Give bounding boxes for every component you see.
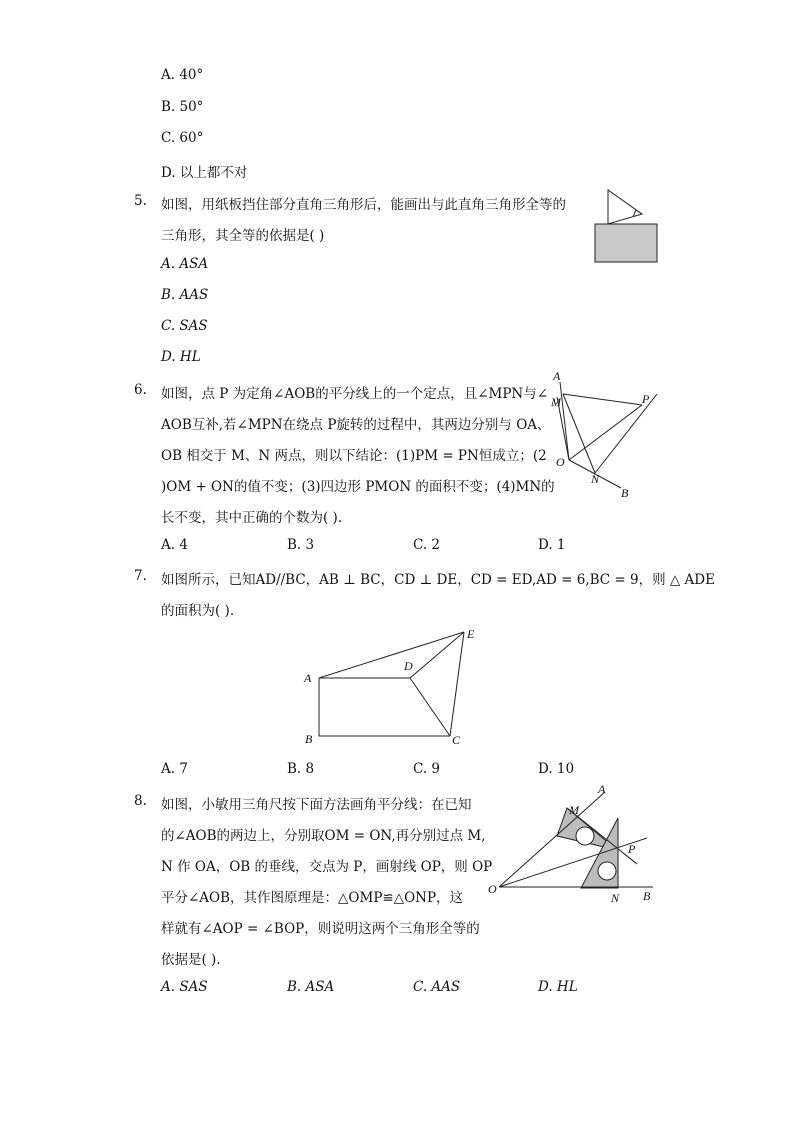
q8-number: 8. bbox=[134, 793, 147, 809]
q6-line2: AOB互补,若∠MPN在绕点 P旋转的过程中，其两边分别与 OA、 bbox=[161, 417, 551, 433]
q6-label-p: P bbox=[642, 392, 650, 406]
q7-line2: 的面积为( ). bbox=[161, 603, 235, 619]
q5-figure bbox=[590, 188, 670, 268]
q8-line3: N 作 OA，OB 的垂线，交点为 P，画射线 OP，则 OP bbox=[161, 859, 493, 875]
q6-label-m: M bbox=[551, 395, 561, 409]
q7-line1: 如图所示，已知AD//BC，AB ⊥ BC，CD ⊥ DE，CD = ED,AD = 6,BC = 9，则 △ ADE bbox=[161, 572, 715, 588]
q8-ray-op bbox=[499, 838, 647, 887]
q6-label-a: A bbox=[553, 369, 561, 383]
q8-line5: 样就有∠AOP = ∠BOP，则说明这两个三角形全等的 bbox=[161, 921, 480, 937]
q6-line4: )OM + ON的值不变；(3)四边形 PMON 的面积不变；(4)MN的 bbox=[161, 479, 555, 495]
q7-label-e: E bbox=[467, 627, 475, 641]
q6-option-b: B. 3 bbox=[287, 537, 315, 553]
q8-option-c: C. AAS bbox=[413, 979, 461, 995]
q4-option-a: A. 40° bbox=[161, 67, 204, 83]
q4-option-b: B. 50° bbox=[161, 99, 204, 115]
q4-option-c: C. 60° bbox=[161, 130, 204, 146]
q8-figure bbox=[485, 782, 665, 912]
q6-label-n: N bbox=[591, 472, 600, 486]
q6-label-b: B bbox=[621, 486, 629, 500]
q5-number: 5. bbox=[134, 193, 147, 209]
q8-line2: 的∠AOB的两边上，分别取OM = ON,再分别过点 M, bbox=[161, 828, 486, 844]
q7-option-d: D. 10 bbox=[538, 761, 575, 777]
q8-label-b: B bbox=[643, 889, 651, 903]
q6-mn bbox=[563, 394, 595, 473]
q7-label-b: B bbox=[305, 732, 313, 746]
q7-label-a: A bbox=[304, 671, 312, 685]
q5-triangle bbox=[608, 190, 642, 224]
q7-option-a: A. 7 bbox=[161, 761, 188, 777]
q8-option-a: A. SAS bbox=[161, 979, 208, 995]
q4-option-d: D. 以上都不对 bbox=[161, 165, 248, 181]
q8-line6: 依据是( ). bbox=[161, 952, 221, 968]
q6-option-a: A. 4 bbox=[161, 537, 188, 553]
q8-label-o: O bbox=[488, 882, 497, 896]
q5-stem-line1: 如图，用纸板挡住部分直角三角形后，能画出与此直角三角形全等的 bbox=[161, 197, 566, 213]
q6-figure bbox=[545, 370, 665, 500]
q5-option-c: C. SAS bbox=[161, 318, 208, 334]
q8-label-p: P bbox=[628, 842, 636, 856]
q7-ec bbox=[450, 632, 464, 736]
q7-label-c: C bbox=[452, 733, 461, 747]
q6-pm bbox=[563, 394, 642, 405]
q7-option-b: B. 8 bbox=[287, 761, 315, 777]
q8-label-m: M bbox=[569, 803, 579, 817]
q8-line1: 如图，小敏用三角尺按下面方法画角平分线：在已知 bbox=[161, 797, 472, 813]
q8-option-b: B. ASA bbox=[287, 979, 335, 995]
q6-line5: 长不变，其中正确的个数为( ). bbox=[161, 510, 343, 526]
q7-number: 7. bbox=[134, 568, 147, 584]
q7-label-d: D bbox=[404, 659, 413, 673]
q7-option-c: C. 9 bbox=[413, 761, 441, 777]
q8-set-square-upper-hole bbox=[576, 827, 594, 845]
q5-cardboard bbox=[595, 224, 657, 262]
q7-figure bbox=[300, 624, 500, 754]
q6-option-c: C. 2 bbox=[413, 537, 441, 553]
q6-option-d: D. 1 bbox=[538, 537, 566, 553]
q8-label-a: A bbox=[598, 782, 606, 796]
q6-line1: 如图，点 P 为定角∠AOB的平分线上的一个定点，且∠MPN与∠ bbox=[161, 386, 549, 402]
q8-set-square-lower-hole bbox=[598, 862, 616, 880]
q5-option-b: B. AAS bbox=[161, 287, 209, 303]
q8-option-d: D. HL bbox=[538, 979, 578, 995]
q5-option-d: D. HL bbox=[161, 349, 201, 365]
q7-ae bbox=[319, 632, 464, 678]
q7-dc bbox=[410, 678, 450, 736]
q5-stem-line2: 三角形，其全等的依据是( ) bbox=[161, 228, 325, 244]
q8-line4: 平分∠AOB，其作图原理是：△OMP≌△ONP，这 bbox=[161, 890, 464, 906]
q6-label-o: O bbox=[556, 455, 565, 469]
q5-option-a: A. ASA bbox=[161, 256, 209, 272]
q6-op bbox=[569, 405, 642, 460]
q6-number: 6. bbox=[134, 382, 147, 398]
q6-line3: OB 相交于 M、N 两点，则以下结论：(1)PM = PN恒成立；(2 bbox=[161, 448, 547, 464]
q7-de bbox=[410, 632, 464, 678]
q8-label-n: N bbox=[611, 891, 620, 905]
